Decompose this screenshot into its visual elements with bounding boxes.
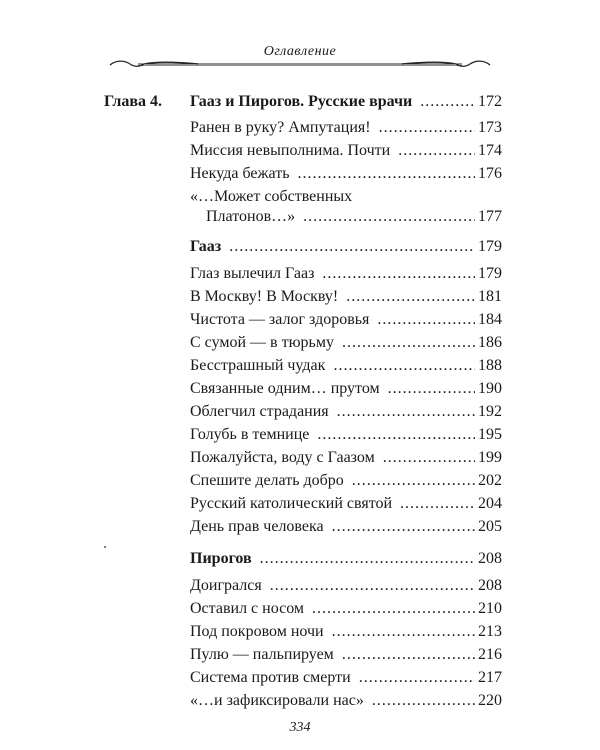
toc-entry-title: Пулю — пальпируем bbox=[190, 646, 334, 663]
toc-entry-section bbox=[190, 92, 502, 112]
toc-entry-title: Гааз и Пирогов. Русские врачи bbox=[190, 93, 413, 110]
toc-entry-title: Под покровом ночи bbox=[190, 623, 324, 640]
toc-entry-title: Некуда бежать bbox=[190, 165, 290, 182]
dot-leader bbox=[420, 92, 475, 112]
dot-leader bbox=[372, 691, 475, 711]
toc-entry-page: 205 bbox=[478, 518, 502, 535]
toc-entry-page: 184 bbox=[478, 311, 502, 328]
toc-entry-title: Спешите делать добро bbox=[190, 472, 344, 489]
toc-entry-title: Доигрался bbox=[190, 577, 262, 594]
dot-leader bbox=[398, 141, 475, 161]
toc-entry-title: Глаз вылечил Гааз bbox=[190, 265, 315, 282]
toc-entry-title: Облегчил страдания bbox=[190, 403, 329, 420]
toc-entry-page: 186 bbox=[478, 334, 502, 351]
toc-entry-title: Чистота — залог здоровья bbox=[190, 311, 370, 328]
dot-leader bbox=[260, 549, 475, 569]
dot-leader bbox=[352, 471, 475, 491]
running-header-title: Оглавление bbox=[263, 44, 337, 59]
toc-entry-page: 213 bbox=[478, 623, 502, 640]
toc-entry bbox=[190, 691, 502, 711]
toc-entry-title-line1: «…Может собственных bbox=[190, 188, 353, 205]
page-number: 334 bbox=[289, 720, 311, 735]
toc-entry bbox=[190, 471, 502, 491]
toc-entry-page: 172 bbox=[478, 93, 502, 110]
dot-leader bbox=[333, 356, 475, 376]
toc-entry bbox=[190, 164, 502, 184]
toc-entry bbox=[190, 118, 502, 138]
toc-entry-title: Голубь в темнице bbox=[190, 426, 310, 443]
dot-leader bbox=[332, 622, 475, 642]
toc-entry-title: Платонов…» bbox=[206, 208, 296, 225]
toc-entry-title: Связанные одним… прутом bbox=[190, 380, 380, 397]
dot-leader bbox=[359, 668, 475, 688]
toc-entry-title: Пожалуйста, воду с Гаазом bbox=[190, 449, 375, 466]
toc-entry bbox=[190, 402, 502, 422]
toc-entry-title: Русский католический святой bbox=[190, 495, 393, 512]
toc-entry bbox=[190, 448, 502, 468]
toc-entry-page: 208 bbox=[478, 550, 502, 567]
toc-entry bbox=[190, 356, 502, 376]
toc-entry bbox=[190, 141, 502, 161]
dot-leader bbox=[322, 264, 475, 284]
toc-entry bbox=[190, 599, 502, 619]
toc-entry-page: 190 bbox=[478, 380, 502, 397]
toc-entry-page: 192 bbox=[478, 403, 502, 420]
toc-entry-page: 208 bbox=[478, 577, 502, 594]
toc-entry-page: 179 bbox=[478, 265, 502, 282]
toc-entry-page: 179 bbox=[478, 238, 502, 255]
toc-entry-page: 176 bbox=[478, 165, 502, 182]
toc-entry-page: 195 bbox=[478, 426, 502, 443]
toc-entry bbox=[190, 310, 502, 330]
toc-entry bbox=[190, 668, 502, 688]
dot-leader bbox=[377, 310, 475, 330]
dot-leader bbox=[337, 402, 475, 422]
toc-entry-page: 220 bbox=[478, 692, 502, 709]
dot-leader bbox=[388, 379, 475, 399]
dot-leader bbox=[270, 576, 475, 596]
chapter-label: Глава 4. bbox=[104, 93, 162, 110]
toc-entry-title: Миссия невыполнима. Почти bbox=[190, 142, 391, 159]
toc-entry bbox=[190, 333, 502, 353]
dot-leader bbox=[342, 333, 475, 353]
toc-entry-section bbox=[190, 237, 502, 257]
print-speck bbox=[104, 546, 106, 548]
toc-entry-title: День прав человека bbox=[190, 518, 324, 535]
dot-leader bbox=[298, 164, 476, 184]
toc-entry bbox=[190, 494, 502, 514]
toc-entry-title: Ранен в руку? Ампутация! bbox=[190, 119, 371, 136]
toc-entry-page: 188 bbox=[478, 357, 502, 374]
toc-entry bbox=[190, 622, 502, 642]
dot-leader bbox=[317, 425, 475, 445]
dot-leader bbox=[312, 599, 475, 619]
dot-leader bbox=[400, 494, 475, 514]
toc-entry-page: 174 bbox=[478, 142, 502, 159]
toc-entry-title: Бесстрашный чудак bbox=[190, 357, 326, 374]
dot-leader bbox=[379, 118, 475, 138]
toc-entry bbox=[190, 645, 502, 665]
dot-leader bbox=[229, 237, 475, 257]
dot-leader bbox=[303, 207, 475, 227]
toc-entry-title: Оставил с носом bbox=[190, 600, 305, 617]
toc-entry-title: С сумой — в тюрьму bbox=[190, 334, 334, 351]
toc-entry-page: 204 bbox=[478, 495, 502, 512]
toc-entry-page: 199 bbox=[478, 449, 502, 466]
dot-leader bbox=[383, 448, 475, 468]
toc-entry-title: Система против смерти bbox=[190, 669, 351, 686]
dot-leader bbox=[332, 517, 475, 537]
dot-leader bbox=[346, 287, 475, 307]
toc-entry-title: Гааз bbox=[190, 238, 222, 255]
dot-leader bbox=[342, 645, 475, 665]
toc-entry bbox=[190, 264, 502, 284]
toc-entry-title: В Москву! В Москву! bbox=[190, 288, 339, 305]
toc-entry-page: 202 bbox=[478, 472, 502, 489]
toc-entry-page: 173 bbox=[478, 119, 502, 136]
toc-entry bbox=[190, 576, 502, 596]
toc-entry-section bbox=[190, 549, 502, 569]
toc-entry bbox=[190, 379, 502, 399]
toc-entry-page: 177 bbox=[478, 208, 502, 225]
toc-entry-page: 181 bbox=[478, 288, 502, 305]
toc-entry-title: «…и зафиксировали нас» bbox=[190, 692, 364, 709]
toc-entry-page: 210 bbox=[478, 600, 502, 617]
toc-entry-page: 217 bbox=[478, 669, 502, 686]
toc-entry bbox=[206, 207, 502, 227]
toc-entry-page: 216 bbox=[478, 646, 502, 663]
toc-entry bbox=[190, 425, 502, 445]
header-ornament-divider bbox=[108, 58, 492, 70]
toc-entry bbox=[190, 517, 502, 537]
toc-entry-title: Пирогов bbox=[190, 550, 252, 567]
toc-entry bbox=[190, 287, 502, 307]
